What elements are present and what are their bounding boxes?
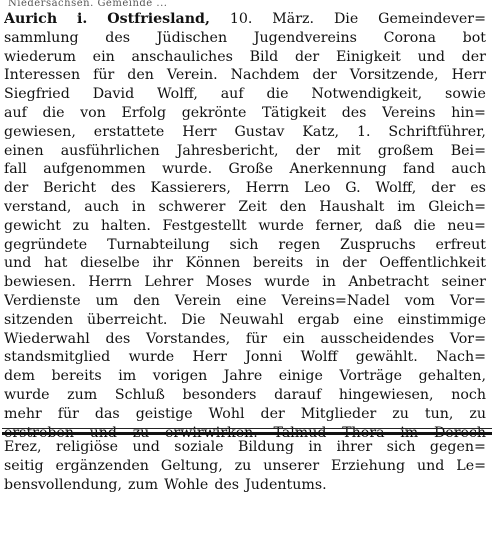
text-line: verstand, auch in schwerer Zeit den Haushalt im Gleich= bbox=[4, 198, 486, 215]
text-line: dem bereits im vorigen Jahre einige Vorträge gehalten, bbox=[4, 368, 486, 385]
text-line: Siegfried David Wolff, auf die Notwendigkeit, sowie bbox=[4, 86, 486, 103]
text-line: sammlung des Jüdischen Jugendvereins Corona bot bbox=[4, 29, 486, 46]
text-line: mehr für das geistige Wohl der Mitglieder zu tun, zu bbox=[4, 405, 486, 422]
text-line: Erez, religiöse und soziale Bildung in ihrer sich gegen= bbox=[4, 439, 486, 455]
cut-off-header-fragment: Niedersachsen. Gemeinde ... bbox=[8, 0, 168, 8]
text-line: und hat dieselbe ihr Können bereits in der Oeffentlichkeit bbox=[4, 255, 486, 272]
divider-thick-line bbox=[2, 432, 492, 435]
article-aurich-report bbox=[4, 10, 486, 442]
text-line: fall aufgenommen wurde. Große Anerkennung fand auch bbox=[4, 161, 486, 178]
text-line: Aurich i. Ostfriesland, 10. März. Die Gemeindever= bbox=[4, 11, 486, 27]
divider-thin-line bbox=[2, 428, 492, 429]
article-continuation bbox=[4, 438, 486, 494]
text-line: auf die von Erfolg gekrönte Tätigkeit des Vereins hin= bbox=[4, 104, 486, 121]
text-line: gewicht zu halten. Festgestellt wurde ferner, daß die neu= bbox=[4, 217, 486, 234]
text-line: seitig ergänzenden Geltung, zu unserer Erziehung und Le= bbox=[4, 457, 486, 474]
text-line: bensvollendung, zum Wohle des Judentums. bbox=[4, 476, 327, 493]
text-line: wiederum ein anschauliches Bild der Einigkeit und der bbox=[4, 48, 486, 65]
text-line: sitzenden überreicht. Die Neuwahl ergab eine einstimmige bbox=[4, 311, 486, 328]
text-line: einen ausführlichen Jahresbericht, der mit großem Bei= bbox=[4, 142, 486, 159]
text-line: gegründete Turnabteilung sich regen Zuspruchs erfreut bbox=[4, 236, 486, 253]
text-line: wurde zum Schluß besonders darauf hingewiesen, noch bbox=[4, 386, 486, 403]
text-line: Wiederwahl des Vorstandes, für ein ausscheidendes Vor= bbox=[4, 330, 486, 347]
text-line: gewiesen, erstattete Herr Gustav Katz, 1. Schriftführer, bbox=[4, 123, 486, 140]
text-line: Interessen für den Verein. Nachdem der Vorsitzende, Herr bbox=[4, 67, 486, 84]
text-line: der Bericht des Kassierers, Herrn Leo G. Wolff, der es bbox=[4, 180, 486, 197]
text-line: standsmitglied wurde Herr Jonni Wolff gewählt. Nach= bbox=[4, 349, 486, 366]
section-divider bbox=[2, 428, 492, 435]
text-line: bewiesen. Herrn Lehrer Moses wurde in Anbetracht seiner bbox=[4, 274, 486, 291]
text-line: Verdienste um den Verein eine Vereins=Nadel vom Vor= bbox=[4, 292, 486, 309]
